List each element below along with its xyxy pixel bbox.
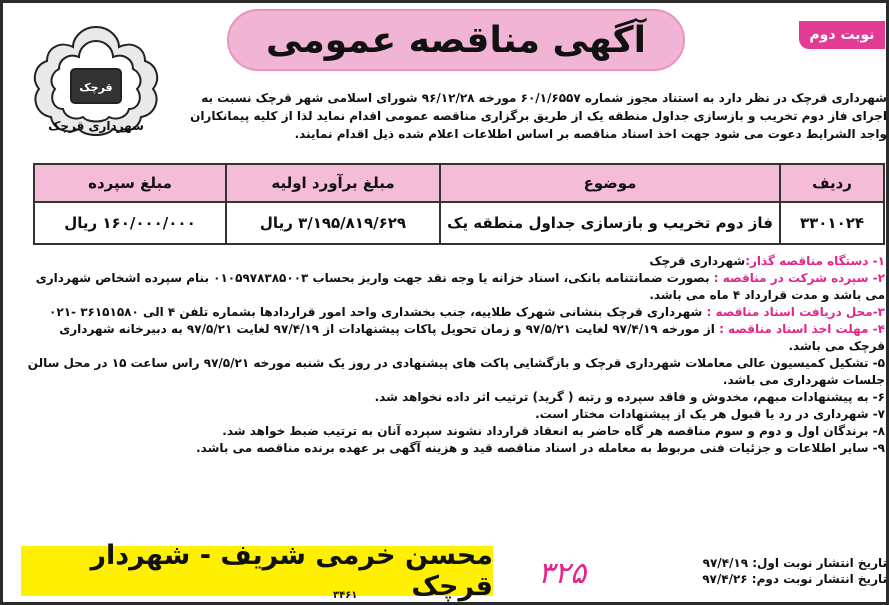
item-text: شهرداری قرچک [649,254,746,268]
cell-row-number: ۳۳۰۱۰۲۴ [780,202,884,244]
item-label: ۴- مهلت اخذ اسناد مناقصه : [719,322,885,336]
item-text: ۹- سایر اطلاعات و جزئیات فنی مربوط به معامله در اسناد مناقصه قید و هزینه آگهی بر عهده برنده مناقصه می باشد. [196,441,885,455]
notice-code: ۳۴۶۱ [333,590,358,601]
list-item [21,253,885,270]
item-text: شهرداری قرچک بنشانی شهرک طلاییه، جنب بخشداری واحد امور قراردادها بشماره تلفن ۴ الی ۳۶۱۵۱۵۸۰ -۰۲۱ [49,305,707,319]
item-text: ۷- شهرداری در رد یا قبول هر یک از پیشنهادات مختار است. [535,407,885,421]
header-subject: موضوع [440,164,780,202]
list-item [21,389,885,406]
table-row [34,202,884,244]
cell-subject: فاز دوم تخریب و بازسازی جداول منطقه یک [440,202,780,244]
item-text: ۵- تشکیل کمیسیون عالی معاملات شهرداری قرچک و بازگشایی پاکت های پیشنهادی در روز یک شنبه مورخه ۹۷/۵/۲۱ راس ساعت ۱۵ در محل سالن جلسات شهرداری می باشد. [27,356,885,387]
item-label: ۲- سپرده شرکت در مناقصه : [713,271,885,285]
item-text: بصورت ضمانتنامه بانکی، اسناد خزانه یا وجه نقد جهت واریز بحساب ۰۱۰۵۹۷۸۳۸۵۰۰۳ بنام سپرده اشخاص شهرداری می باشد و مدت قرارداد ۴ ماه می باشد. [35,271,885,302]
handwritten-mark [509,551,615,591]
cell-estimate: ۳/۱۹۵/۸۱۹/۶۲۹ ریال [226,202,440,244]
table-header-row [34,164,884,202]
list-item [21,355,885,389]
item-text: ۶- به پیشنهادات مبهم، مخدوش و فاقد سپرده و رتبه ( گرید) ترتیب اثر داده نخواهد شد. [374,390,885,404]
list-item [21,406,885,423]
first-publication-date: تاریخ انتشار نوبت اول: ۹۷/۴/۱۹ [702,556,887,570]
list-item [21,321,885,355]
page-title: آگهی مناقصه عمومی [266,19,646,61]
list-item [21,423,885,440]
conditions-list [21,253,885,457]
round-badge: نوبت دوم [799,21,885,49]
tender-table [33,163,885,245]
title-banner [227,9,685,71]
list-item [21,440,885,457]
item-label: ۱- دستگاه مناقصه گذار: [745,254,885,268]
cell-deposit: ۱۶۰/۰۰۰/۰۰۰ ریال [34,202,226,244]
intro-paragraph: شهرداری قرچک در نظر دارد به استناد مجوز شماره ۶۰/۱/۶۵۵۷ مورخه ۹۶/۱۲/۲۸ شورای اسلامی شهر قرچک نسبت به اجرای فاز دوم تخریب و بازسازی جداول منطقه یک از طریق برگزاری مناقصه عمومی اقدام نماید لذا از کلیه پیمانکاران واجد الشرایط دعوت می شود جهت اخذ اسناد مناقصه بر اساس اطلاعات اعلام شده ذیل اقدام نمایند. [190,91,887,141]
header-row-number: ردیف [780,164,884,202]
item-label: ۳-محل دریافت اسناد مناقصه : [706,305,885,319]
list-item [21,304,885,321]
signature: محسن خرمی شریف - شهردار قرچک [90,540,493,602]
signature-banner [21,540,493,602]
second-publication-date: تاریخ انتشار نوبت دوم: ۹۷/۴/۲۶ [702,572,887,586]
publication-dates [643,555,887,587]
item-text: ۸- برندگان اول و دوم و سوم مناقصه هر گاه حاضر به انعقاد قرارداد نشوند سپرده آنان به ترتیب ضبط خواهد شد. [222,424,885,438]
logo-caption: شهرداری قرچک [48,119,144,133]
list-item [21,270,885,304]
item-text: از مورخه ۹۷/۴/۱۹ لغایت ۹۷/۵/۲۱ و زمان تحویل پاکات پیشنهادات از ۹۷/۴/۱۹ لغایت ۹۷/۵/۲۱ به دبیرخانه شهرداری قرچک می باشد. [59,322,885,353]
header-deposit: مبلغ سپرده [34,164,226,202]
header-estimate: مبلغ برآورد اولیه [226,164,440,202]
svg-text:قرچک: قرچک [79,81,113,94]
handwritten-number: ۳۲۵ [537,556,587,591]
